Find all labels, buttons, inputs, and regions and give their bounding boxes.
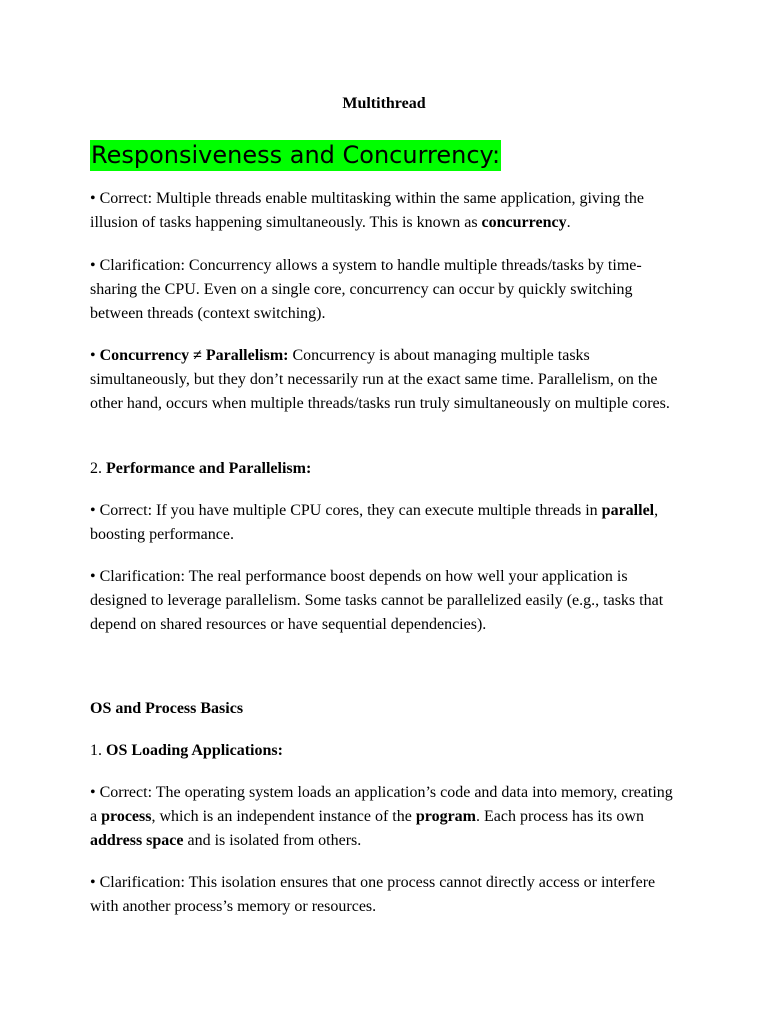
section-heading-os-loading bbox=[90, 739, 680, 763]
section-heading-text: OS Loading Applications: bbox=[106, 742, 283, 759]
paragraph-text: , boosting performance. bbox=[90, 502, 659, 543]
paragraph-parallel-correct bbox=[90, 499, 680, 547]
document-title: Multithread bbox=[342, 95, 426, 112]
bold-term-program: program bbox=[415, 808, 476, 825]
section-heading-performance bbox=[90, 457, 680, 481]
paragraph-text: • Correct: The operating system loads an application’s code and data into memory, creating a bbox=[90, 784, 673, 825]
paragraph-text: • bbox=[90, 347, 100, 364]
paragraph-text: • Clarification: This isolation ensures that one process cannot directly access or interfere with another process’s memory or resources. bbox=[90, 874, 656, 915]
paragraph-text: • Clarification: The real performance boost depends on how well your application is designed to leverage parallelism. Some tasks cannot be parallelized easily (e.g., tasks that depend on shared resources or have sequential dependencies). bbox=[90, 568, 664, 633]
bold-term-process: process bbox=[101, 808, 152, 825]
section-heading-text: OS and Process Basics bbox=[90, 700, 244, 717]
paragraph-text: • Clarification: Concurrency allows a system to handle multiple threads/tasks by time-sharing the CPU. Even on a single core, concurrency can occur by quickly switching between threads (context switching). bbox=[90, 257, 642, 322]
bold-term-concurrency: concurrency bbox=[481, 214, 567, 231]
section-heading-responsiveness: Responsiveness and Concurrency: bbox=[91, 141, 501, 169]
section-number: 1. bbox=[90, 742, 106, 759]
paragraph-text: . bbox=[566, 214, 571, 231]
paragraph-text: Concurrency is about managing multiple tasks simultaneously, but they don’t necessarily run at the exact same time. Parallelism, on the other hand, occurs when multiple threads/tasks run truly simultaneously on multiple cores. bbox=[90, 347, 670, 412]
paragraph-os-loading-clarification bbox=[90, 871, 680, 919]
bold-term-parallel: parallel bbox=[601, 502, 655, 519]
paragraph-text: . Each process has its own bbox=[476, 808, 644, 825]
paragraph-parallel-clarification bbox=[90, 565, 680, 637]
paragraph-concurrency-correct bbox=[90, 187, 680, 235]
section-number: 2. bbox=[90, 460, 106, 477]
paragraph-concurrency-clarification bbox=[90, 254, 680, 326]
paragraph-concurrency-vs-parallelism bbox=[90, 344, 680, 416]
paragraph-text: , which is an independent instance of the bbox=[151, 808, 416, 825]
section-heading-os-process bbox=[90, 697, 680, 721]
paragraph-os-loading-correct bbox=[90, 781, 680, 853]
section-heading-text: Performance and Parallelism: bbox=[106, 460, 312, 477]
bold-term-address-space: address space bbox=[90, 832, 184, 849]
paragraph-text: and is isolated from others. bbox=[183, 832, 362, 849]
paragraph-text: • Correct: If you have multiple CPU cores, they can execute multiple threads in bbox=[90, 502, 602, 519]
paragraph-text: • Correct: Multiple threads enable multitasking within the same application, giving the illusion of tasks happening simultaneously. This is known as bbox=[90, 190, 644, 231]
bold-term-concurrency-parallelism: Concurrency ≠ Parallelism: bbox=[99, 347, 289, 364]
